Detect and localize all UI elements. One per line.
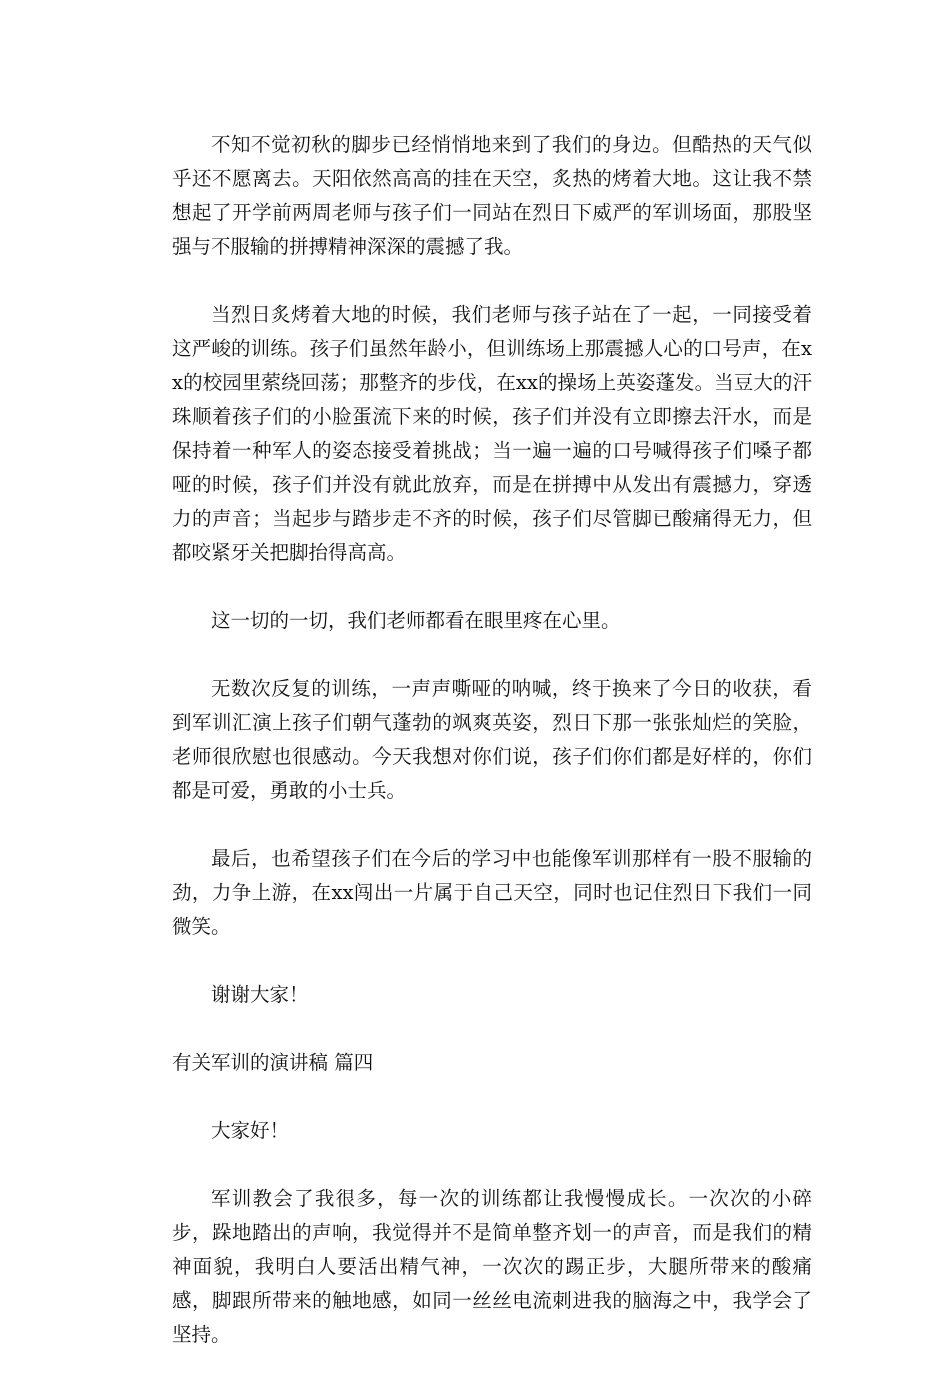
paragraph-autumn-intro: 不知不觉初秋的脚步已经悄悄地来到了我们的身边。但酷热的天气似乎还不愿离去。天阳依然高高的挂在天空，炙热的烤着大地。这让我不禁想起了开学前两周老师与孩子们一同站在烈日下威严的军训场面，那股坚强与不服输的拼搏精神深深的震撼了我。 [172,133,812,258]
paragraph-thanks: 谢谢大家！ [211,983,309,1006]
paragraph-hope: 最后，也希望孩子们在今后的学习中也能像军训那样有一股不服输的劲，力争上游，在xx闯出一片属于自己天空，同时也记住烈日下我们一同微笑。 [172,847,812,938]
section-heading: 有关军训的演讲稿 篇四 [172,1051,374,1074]
paragraph-training-scene: 当烈日炙烤着大地的时候，我们老师与孩子站在了一起，一同接受着这严峻的训练。孩子们虽然年龄小，但训练场上那震撼人心的口号声，在xx的校园里萦绕回荡；那整齐的步伐，在xx的操场上英姿蓬发。当豆大的汗珠顺着孩子们的小脸蛋流下来的时候，孩子们并没有立即擦去汗水，而是保持着一种军人的姿态接受着挑战；当一遍一遍的口号喊得孩子们嗓子都哑的时候，孩子们并没有就此放弃，而是在拼搏中从发出有震撼力，穿透力的声音；当起步与踏步走不齐的时候，孩子们尽管脚已酸痛得无力，但都咬紧牙关把脚抬得高高。 [172,303,812,564]
paragraph-military-training-lessons: 军训教会了我很多，每一次的训练都让我慢慢成长。一次次的小碎步，跺地踏出的声响，我觉得并不是简单整齐划一的声音，而是我们的精神面貌，我明白人要活出精气神，一次次的踢正步，大腿所带来的酸痛感，脚跟所带来的触地感，如同一丝丝电流刺进我的脑海之中，我学会了坚持。 [172,1187,812,1346]
document-body [172,128,812,1386]
paragraph-harvest: 无数次反复的训练，一声声嘶哑的呐喊，终于换来了今日的收获，看到军训汇演上孩子们朝气蓬勃的飒爽英姿，烈日下那一张张灿烂的笑脸，老师很欣慰也很感动。今天我想对你们说，孩子们你们都是好样的，你们都是可爱，勇敢的小士兵。 [172,677,812,802]
greeting: 大家好！ [211,1119,290,1142]
paragraph-teachers-feeling: 这一切的一切，我们老师都看在眼里疼在心里。 [211,609,621,632]
